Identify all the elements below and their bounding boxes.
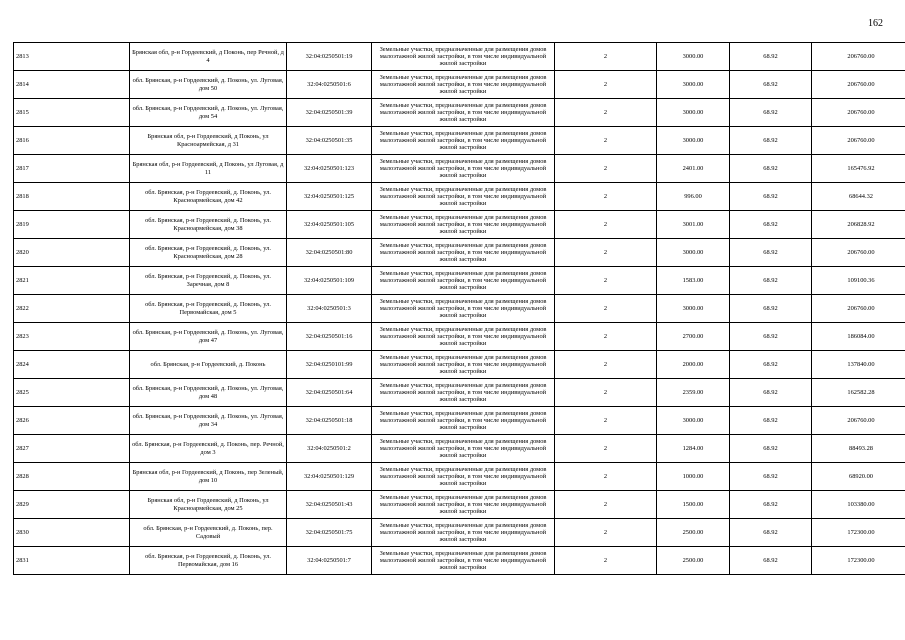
group-cell: 2	[555, 43, 657, 71]
cadastral-number-cell: 32:04:0250501:2	[287, 435, 372, 463]
specific-value-cell: 68.92	[730, 435, 812, 463]
address-cell: Брянская обл, р-н Гордеевский, д Поконь, ул Луговая, д 11	[130, 155, 287, 183]
specific-value-cell: 68.92	[730, 463, 812, 491]
specific-value-cell: 68.92	[730, 239, 812, 267]
cadastral-number-cell: 32:04:0250101:99	[287, 351, 372, 379]
specific-value-cell: 68.92	[730, 211, 812, 239]
row-number: 2819	[14, 211, 130, 239]
table-row	[14, 519, 905, 547]
address-cell: обл. Брянская, р-н Гордеевский, д. Поконь, ул. Луговая, дом 50	[130, 71, 287, 99]
cadastral-value-cell: 68920.00	[812, 463, 905, 491]
area-cell: 2401.00	[657, 155, 730, 183]
table-row	[14, 463, 905, 491]
row-number: 2816	[14, 127, 130, 155]
group-cell: 2	[555, 183, 657, 211]
specific-value-cell: 68.92	[730, 99, 812, 127]
area-cell: 3000.00	[657, 127, 730, 155]
row-number: 2830	[14, 519, 130, 547]
specific-value-cell: 68.92	[730, 407, 812, 435]
group-cell: 2	[555, 211, 657, 239]
table-row	[14, 211, 905, 239]
row-number: 2823	[14, 323, 130, 351]
cadastral-value-cell: 206760.00	[812, 407, 905, 435]
area-cell: 1000.00	[657, 463, 730, 491]
group-cell: 2	[555, 547, 657, 575]
specific-value-cell: 68.92	[730, 351, 812, 379]
area-cell: 996.00	[657, 183, 730, 211]
cadastral-value-cell: 172300.00	[812, 547, 905, 575]
land-registry-table	[13, 42, 905, 575]
address-cell: обл. Брянская, р-н Гордеевский, д. Поконь, ул. Первомайская, дом 5	[130, 295, 287, 323]
cadastral-value-cell: 206760.00	[812, 99, 905, 127]
cadastral-number-cell: 32:04:0250501:109	[287, 267, 372, 295]
address-cell: обл. Брянская, р-н Гордеевский, д. Поконь, ул. Заречная, дом 8	[130, 267, 287, 295]
group-cell: 2	[555, 267, 657, 295]
permitted-use-cell: Земельные участки, предназначенные для размещения домов малоэтажной жилой застройки, в том числе индивидуальной жилой застройки	[372, 407, 555, 435]
address-cell: обл. Брянская, р-н Гордеевский, д. Поконь, ул. Луговая, дом 48	[130, 379, 287, 407]
address-cell: обл. Брянская, р-н Гордеевский, д. Поконь	[130, 351, 287, 379]
cadastral-value-cell: 206760.00	[812, 71, 905, 99]
specific-value-cell: 68.92	[730, 155, 812, 183]
table-row	[14, 99, 905, 127]
group-cell: 2	[555, 379, 657, 407]
row-number: 2825	[14, 379, 130, 407]
table-row	[14, 43, 905, 71]
cadastral-value-cell: 206760.00	[812, 239, 905, 267]
row-number: 2831	[14, 547, 130, 575]
address-cell: Брянская обл, р-н Гордеевский, д Поконь, пер Зеленый, дом 10	[130, 463, 287, 491]
address-cell: обл. Брянская, р-н Гордеевский, д. Поконь, ул. Луговая, дом 47	[130, 323, 287, 351]
cadastral-number-cell: 32:04:0250501:39	[287, 99, 372, 127]
address-cell: Брянская обл, р-н Гордеевский, д Поконь, ул Красноармейская, д 31	[130, 127, 287, 155]
specific-value-cell: 68.92	[730, 267, 812, 295]
permitted-use-cell: Земельные участки, предназначенные для размещения домов малоэтажной жилой застройки, в том числе индивидуальной жилой застройки	[372, 295, 555, 323]
table-row	[14, 407, 905, 435]
group-cell: 2	[555, 519, 657, 547]
cadastral-value-cell: 88493.28	[812, 435, 905, 463]
cadastral-value-cell: 206760.00	[812, 295, 905, 323]
permitted-use-cell: Земельные участки, предназначенные для размещения домов малоэтажной жилой застройки, в том числе индивидуальной жилой застройки	[372, 463, 555, 491]
group-cell: 2	[555, 323, 657, 351]
row-number: 2818	[14, 183, 130, 211]
table-row	[14, 379, 905, 407]
area-cell: 1500.00	[657, 491, 730, 519]
table-row	[14, 127, 905, 155]
address-cell: обл. Брянская, р-н Гордеевский, д. Поконь, ул. Красноармейская, дом 42	[130, 183, 287, 211]
group-cell: 2	[555, 295, 657, 323]
area-cell: 3000.00	[657, 71, 730, 99]
area-cell: 2000.00	[657, 351, 730, 379]
group-cell: 2	[555, 351, 657, 379]
address-cell: обл. Брянская, р-н Гордеевский, д. Поконь, пер. Речной, дом 3	[130, 435, 287, 463]
permitted-use-cell: Земельные участки, предназначенные для размещения домов малоэтажной жилой застройки, в том числе индивидуальной жилой застройки	[372, 351, 555, 379]
specific-value-cell: 68.92	[730, 127, 812, 155]
permitted-use-cell: Земельные участки, предназначенные для размещения домов малоэтажной жилой застройки, в том числе индивидуальной жилой застройки	[372, 547, 555, 575]
table-row	[14, 295, 905, 323]
cadastral-value-cell: 206760.00	[812, 43, 905, 71]
permitted-use-cell: Земельные участки, предназначенные для размещения домов малоэтажной жилой застройки, в том числе индивидуальной жилой застройки	[372, 435, 555, 463]
cadastral-number-cell: 32:04:0250501:3	[287, 295, 372, 323]
row-number: 2817	[14, 155, 130, 183]
table-row	[14, 155, 905, 183]
address-cell: Брянская обл, р-н Гордеевский, д Поконь, ул Красноармейская, дом 25	[130, 491, 287, 519]
permitted-use-cell: Земельные участки, предназначенные для размещения домов малоэтажной жилой застройки, в том числе индивидуальной жилой застройки	[372, 211, 555, 239]
specific-value-cell: 68.92	[730, 379, 812, 407]
cadastral-number-cell: 32:04:0250501:18	[287, 407, 372, 435]
specific-value-cell: 68.92	[730, 183, 812, 211]
row-number: 2821	[14, 267, 130, 295]
group-cell: 2	[555, 155, 657, 183]
permitted-use-cell: Земельные участки, предназначенные для размещения домов малоэтажной жилой застройки, в том числе индивидуальной жилой застройки	[372, 155, 555, 183]
cadastral-number-cell: 32:04:0250501:35	[287, 127, 372, 155]
permitted-use-cell: Земельные участки, предназначенные для размещения домов малоэтажной жилой застройки, в том числе индивидуальной жилой застройки	[372, 491, 555, 519]
permitted-use-cell: Земельные участки, предназначенные для размещения домов малоэтажной жилой застройки, в том числе индивидуальной жилой застройки	[372, 267, 555, 295]
group-cell: 2	[555, 99, 657, 127]
table-row	[14, 267, 905, 295]
permitted-use-cell: Земельные участки, предназначенные для размещения домов малоэтажной жилой застройки, в том числе индивидуальной жилой застройки	[372, 99, 555, 127]
table-row	[14, 491, 905, 519]
table-row	[14, 323, 905, 351]
table-row	[14, 71, 905, 99]
cadastral-value-cell: 109100.36	[812, 267, 905, 295]
cadastral-value-cell: 206828.92	[812, 211, 905, 239]
address-cell: обл. Брянская, р-н Гордеевский, д. Поконь, ул. Первомайская, дом 16	[130, 547, 287, 575]
area-cell: 3000.00	[657, 239, 730, 267]
table-row	[14, 183, 905, 211]
cadastral-number-cell: 32:04:0250501:64	[287, 379, 372, 407]
address-cell: Брянская обл, р-н Гордеевский, д Поконь, пер Речной, д 4	[130, 43, 287, 71]
group-cell: 2	[555, 71, 657, 99]
area-cell: 2500.00	[657, 519, 730, 547]
row-number: 2815	[14, 99, 130, 127]
permitted-use-cell: Земельные участки, предназначенные для размещения домов малоэтажной жилой застройки, в том числе индивидуальной жилой застройки	[372, 183, 555, 211]
cadastral-value-cell: 162582.28	[812, 379, 905, 407]
address-cell: обл. Брянская, р-н Гордеевский, д. Поконь, ул. Красноармейская, дом 38	[130, 211, 287, 239]
permitted-use-cell: Земельные участки, предназначенные для размещения домов малоэтажной жилой застройки, в том числе индивидуальной жилой застройки	[372, 239, 555, 267]
cadastral-number-cell: 32:04:0250501:19	[287, 43, 372, 71]
specific-value-cell: 68.92	[730, 519, 812, 547]
area-cell: 2700.00	[657, 323, 730, 351]
permitted-use-cell: Земельные участки, предназначенные для размещения домов малоэтажной жилой застройки, в том числе индивидуальной жилой застройки	[372, 323, 555, 351]
cadastral-value-cell: 103380.00	[812, 491, 905, 519]
area-cell: 3000.00	[657, 43, 730, 71]
registry-table-body	[14, 43, 905, 575]
row-number: 2822	[14, 295, 130, 323]
address-cell: обл. Брянская, р-н Гордеевский, д. Поконь, ул. Луговая, дом 34	[130, 407, 287, 435]
cadastral-value-cell: 68644.32	[812, 183, 905, 211]
group-cell: 2	[555, 239, 657, 267]
specific-value-cell: 68.92	[730, 323, 812, 351]
cadastral-number-cell: 32:04:0250501:80	[287, 239, 372, 267]
area-cell: 3001.00	[657, 211, 730, 239]
cadastral-value-cell: 165476.92	[812, 155, 905, 183]
row-number: 2813	[14, 43, 130, 71]
row-number: 2820	[14, 239, 130, 267]
group-cell: 2	[555, 463, 657, 491]
area-cell: 2359.00	[657, 379, 730, 407]
specific-value-cell: 68.92	[730, 43, 812, 71]
permitted-use-cell: Земельные участки, предназначенные для размещения домов малоэтажной жилой застройки, в том числе индивидуальной жилой застройки	[372, 127, 555, 155]
group-cell: 2	[555, 491, 657, 519]
area-cell: 3000.00	[657, 295, 730, 323]
area-cell: 1583.00	[657, 267, 730, 295]
cadastral-value-cell: 137840.00	[812, 351, 905, 379]
area-cell: 2500.00	[657, 547, 730, 575]
area-cell: 3000.00	[657, 407, 730, 435]
cadastral-number-cell: 32:04:0250501:75	[287, 519, 372, 547]
cadastral-value-cell: 186084.00	[812, 323, 905, 351]
table-row	[14, 547, 905, 575]
specific-value-cell: 68.92	[730, 71, 812, 99]
cadastral-number-cell: 32:04:0250501:43	[287, 491, 372, 519]
permitted-use-cell: Земельные участки, предназначенные для размещения домов малоэтажной жилой застройки, в том числе индивидуальной жилой застройки	[372, 43, 555, 71]
group-cell: 2	[555, 435, 657, 463]
cadastral-value-cell: 172300.00	[812, 519, 905, 547]
cadastral-number-cell: 32:04:0250501:123	[287, 155, 372, 183]
cadastral-number-cell: 32:04:0250501:16	[287, 323, 372, 351]
permitted-use-cell: Земельные участки, предназначенные для размещения домов малоэтажной жилой застройки, в том числе индивидуальной жилой застройки	[372, 71, 555, 99]
table-row	[14, 239, 905, 267]
cadastral-number-cell: 32:04:0250501:105	[287, 211, 372, 239]
address-cell: обл. Брянская, р-н Гордеевский, д. Поконь, ул. Красноармейская, дом 28	[130, 239, 287, 267]
specific-value-cell: 68.92	[730, 491, 812, 519]
cadastral-number-cell: 32:04:0250501:129	[287, 463, 372, 491]
permitted-use-cell: Земельные участки, предназначенные для размещения домов малоэтажной жилой застройки, в том числе индивидуальной жилой застройки	[372, 379, 555, 407]
specific-value-cell: 68.92	[730, 547, 812, 575]
address-cell: обл. Брянская, р-н Гордеевский, д. Поконь, пер. Садовый	[130, 519, 287, 547]
cadastral-number-cell: 32:04:0250501:125	[287, 183, 372, 211]
group-cell: 2	[555, 407, 657, 435]
address-cell: обл. Брянская, р-н Гордеевский, д. Поконь, ул. Луговая, дом 54	[130, 99, 287, 127]
cadastral-number-cell: 32:04:0250501:7	[287, 547, 372, 575]
cadastral-number-cell: 32:04:0250501:6	[287, 71, 372, 99]
row-number: 2824	[14, 351, 130, 379]
permitted-use-cell: Земельные участки, предназначенные для размещения домов малоэтажной жилой застройки, в том числе индивидуальной жилой застройки	[372, 519, 555, 547]
page-number: 162	[868, 18, 883, 29]
table-row	[14, 435, 905, 463]
row-number: 2829	[14, 491, 130, 519]
area-cell: 3000.00	[657, 99, 730, 127]
table-row	[14, 351, 905, 379]
row-number: 2828	[14, 463, 130, 491]
cadastral-value-cell: 206760.00	[812, 127, 905, 155]
row-number: 2814	[14, 71, 130, 99]
row-number: 2827	[14, 435, 130, 463]
area-cell: 1284.00	[657, 435, 730, 463]
row-number: 2826	[14, 407, 130, 435]
specific-value-cell: 68.92	[730, 295, 812, 323]
group-cell: 2	[555, 127, 657, 155]
